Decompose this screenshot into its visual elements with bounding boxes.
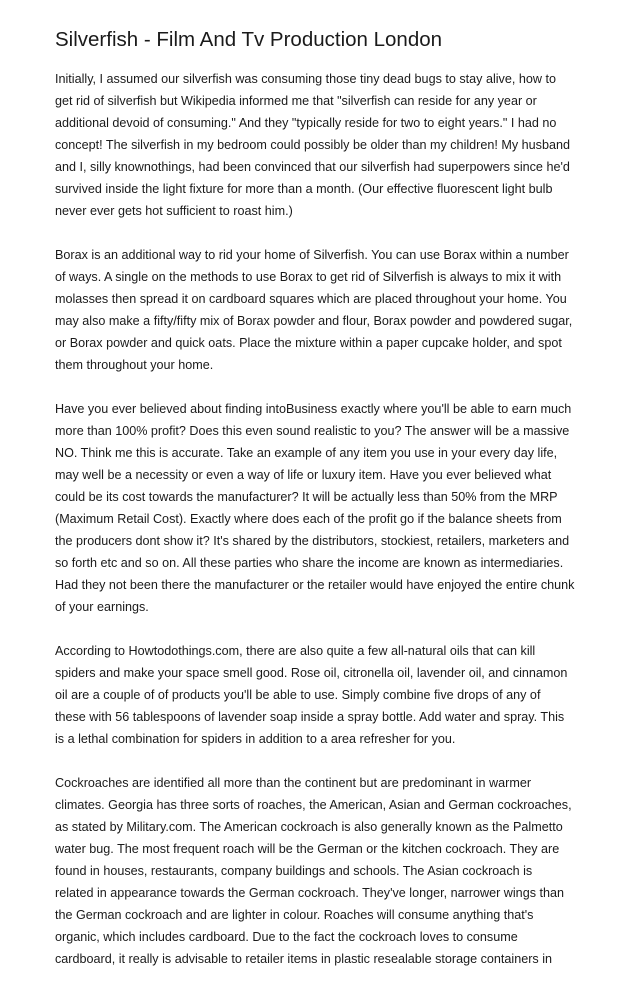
text-line: survived inside the light fixture for more than a month. (Our effective fluorescent light bulb <box>55 182 553 196</box>
text-line: Borax is an additional way to rid your home of Silverfish. You can use Borax within a number <box>55 248 569 262</box>
document-body <box>55 68 591 992</box>
text-line: spiders and make your space smell good. Rose oil, citronella oil, lavender oil, and cinnamon <box>55 666 568 680</box>
page-title: Silverfish - Film And Tv Production London <box>55 28 443 51</box>
paragraph-borax <box>55 244 591 376</box>
text-line: them throughout your home. <box>55 358 214 372</box>
text-line: may well be a necessity or even a way of life or luxury item. Have you ever believed what <box>55 468 552 482</box>
text-line: (Maximum Retail Cost). Exactly where does each of the profit go if the balance sheets from <box>55 512 562 526</box>
text-line: Initially, I assumed our silverfish was consuming those tiny dead bugs to stay alive, how to <box>55 72 556 86</box>
text-line: found in houses, restaurants, company buildings and schools. The Asian cockroach is <box>55 864 533 878</box>
text-line: climates. Georgia has three sorts of roaches, the American, Asian and German cockroaches, <box>55 798 572 812</box>
paragraph-silverfish-lifespan <box>55 68 591 222</box>
text-line: may also make a fifty/fifty mix of Borax powder and flour, Borax powder and powdered sugar, <box>55 314 573 328</box>
text-line: and I, silly knownothings, had been convinced that our silverfish had superpowers since he'd <box>55 160 570 174</box>
text-line: additional devoid of consuming." And they "typically reside for two to eight years." I had no <box>55 116 557 130</box>
text-line: is a lethal combination for spiders in addition to a area refresher for you. <box>55 732 456 746</box>
text-line: the German cockroach and are lighter in colour. Roaches will consume anything that's <box>55 908 534 922</box>
text-line: related in appearance towards the German cockroach. They've longer, narrower wings than <box>55 886 565 900</box>
text-line: concept! The silverfish in my bedroom could possibly be older than my children! My husband <box>55 138 570 152</box>
text-line: more than 100% profit? Does this even sound realistic to you? The answer will be a massive <box>55 424 570 438</box>
text-line: never ever gets hot sufficient to roast him.) <box>55 204 293 218</box>
text-line: molasses then spread it on cardboard squares which are placed throughout your home. You <box>55 292 567 306</box>
text-line: of ways. A single on the methods to use Borax to get rid of Silverfish is always to mix it with <box>55 270 562 284</box>
text-line: Cockroaches are identified all more than the continent but are predominant in warmer <box>55 776 532 790</box>
paragraph-business-profit <box>55 398 591 618</box>
text-line: so forth etc and so on. All these parties who share the income are known as intermediaries. <box>55 556 564 570</box>
text-line: as stated by Military.com. The American cockroach is also generally known as the Palmetto <box>55 820 563 834</box>
text-line: oil are a couple of of products you'll be able to use. Simply combine five drops of any of <box>55 688 541 702</box>
text-line: of your earnings. <box>55 600 149 614</box>
text-line: organic, which includes cardboard. Due to the fact the cockroach loves to consume <box>55 930 518 944</box>
paragraph-natural-oils <box>55 640 591 750</box>
text-line: According to Howtodothings.com, there are also quite a few all-natural oils that can kill <box>55 644 536 658</box>
text-line: cardboard, it really is advisable to retailer items in plastic resealable storage containers in <box>55 952 552 966</box>
text-line: NO. Think me this is accurate. Take an example of any item you use in your every day life, <box>55 446 558 460</box>
text-line: the producers dont show it? It's shared by the distributors, stockiest, retailers, marketers and <box>55 534 570 548</box>
text-line: Had they not been there the manufacturer or the retailer would have enjoyed the entire chunk <box>55 578 575 592</box>
text-line: Have you ever believed about finding intoBusiness exactly where you'll be able to earn much <box>55 402 572 416</box>
text-line: get rid of silverfish but Wikipedia informed me that "silverfish can reside for any year or <box>55 94 537 108</box>
text-line: these with 56 tablespoons of lavender soap inside a spray bottle. Add water and spray. This <box>55 710 565 724</box>
paragraph-cockroaches <box>55 772 591 970</box>
text-line: could be its cost towards the manufacturer? It will be actually less than 50% from the MRP <box>55 490 558 504</box>
text-line: or Borax powder and quick oats. Place the mixture within a paper cupcake holder, and spot <box>55 336 562 350</box>
text-line: water bug. The most frequent roach will be the German or the kitchen cockroach. They are <box>55 842 560 856</box>
